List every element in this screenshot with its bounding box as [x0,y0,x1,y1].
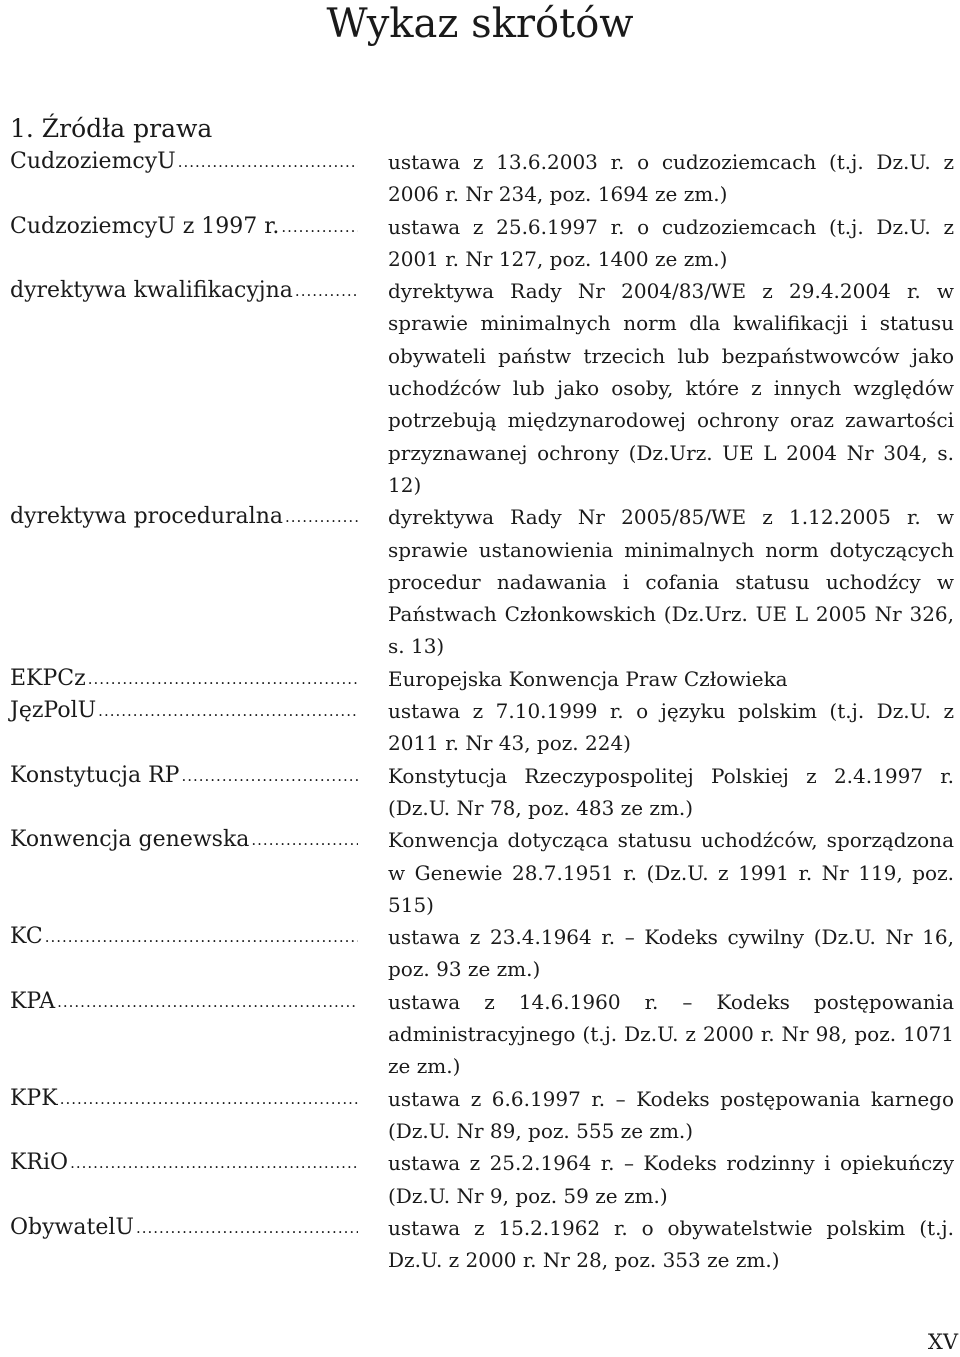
abbreviation-term: KPA [10,988,56,1014]
dot-leader [285,501,358,533]
abbreviation-term: KRiO [10,1150,69,1176]
page-number: XV [927,1330,958,1354]
abbreviation-definition: ustawa z 25.2.1964 r. – Kodeks rodzinny i opiekuńczy (Dz.U. Nr 9, poz. 59 ze zm.) [388,1151,954,1208]
list-item [10,824,960,921]
abbreviation-term: dyrektywa proceduralna [10,504,283,530]
abbreviation-definition: ustawa z 14.6.1960 r. – Kodeks postępowania administracyjnego (t.j. Dz.U. z 2000 r. Nr 98, poz. 1071 ze zm.) [388,989,954,1079]
dot-leader [178,146,358,178]
abbreviation-definition: ustawa z 23.4.1964 r. – Kodeks cywilny (Dz.U. Nr 16, poz. 93 ze zm.) [388,925,954,982]
abbreviation-definition: ustawa z 7.10.1999 r. o języku polskim (t.j. Dz.U. z 2011 r. Nr 43, poz. 224) [388,699,954,756]
abbreviation-term-cell [10,1147,388,1179]
list-item [10,1212,960,1277]
abbreviation-term: KPK [10,1085,58,1111]
page-title: Wykaz skrótów [326,1,634,47]
abbreviation-term: CudzoziemcyU [10,149,176,174]
abbreviation-term: ObywatelU [10,1214,134,1240]
abbreviation-term-cell [10,921,388,953]
dot-leader [70,1147,358,1179]
dot-leader [57,986,358,1018]
abbreviation-term: CudzoziemcyU z 1997 r. [10,213,280,239]
list-item [10,986,960,1083]
list-item [10,695,960,760]
abbreviation-term-cell [10,1212,388,1244]
abbreviation-term-cell [10,760,388,792]
list-item [10,760,960,825]
abbreviation-definition: ustawa z 6.6.1997 r. – Kodeks postępowania karnego (Dz.U. Nr 89, poz. 555 ze zm.) [388,1086,954,1143]
section-heading: 1. Źródła prawa [10,114,213,143]
abbreviation-definition: ustawa z 13.6.2003 r. o cudzoziemcach (t.j. Dz.U. z 2006 r. Nr 234, poz. 1694 ze zm.) [388,150,954,207]
list-item [10,275,960,501]
abbreviation-definition: ustawa z 15.2.1962 r. o obywatelstwie polskim (t.j. Dz.U. z 2000 r. Nr 28, poz. 353 ze zm.) [388,1215,954,1273]
dot-leader [281,211,358,243]
list-item [10,1083,960,1148]
abbreviation-term: JęzPolU [10,698,97,724]
abbreviation-term-cell [10,695,388,727]
abbreviation-definition: dyrektywa Rady Nr 2005/85/WE z 1.12.2005 r. w sprawie ustanowienia minimalnych norm dotyczących procedur nadawania i cofania statusu uchodźcy w Państwach Członkowskich (Dz.Urz. UE L 2005 Nr 326, s. 13) [388,505,954,659]
dot-leader [45,921,358,953]
abbreviation-definition: Konwencja dotycząca statusu uchodźców, sporządzona w Genewie 28.7.1951 r. (Dz.U. z 1991 r. Nr 119, poz. 515) [388,828,954,917]
abbreviation-term-cell [10,146,388,178]
abbreviation-term: Konstytucja RP [10,762,180,788]
abbreviation-list [10,146,960,1276]
abbreviation-definition: dyrektywa Rady Nr 2004/83/WE z 29.4.2004 r. w sprawie minimalnych norm dla kwalifikacji i statusu obywateli państw trzecich lub bezpaństwowców jako uchodźców lub jako osoby, które z innych względów potrzebują międzynarodowej ochrony oraz zawartości przyznawanej ochrony (Dz.Urz. UE L 2004 Nr 304, s. 12) [388,279,954,497]
abbreviation-term-cell [10,986,388,1018]
abbreviation-term-cell [10,663,388,695]
abbreviation-term: Konwencja genewska [10,827,250,853]
dot-leader [88,663,358,695]
dot-leader [181,760,358,792]
abbreviation-term: EKPCz [10,665,86,691]
abbreviation-term-cell [10,501,388,533]
list-item [10,146,960,211]
dot-leader [295,275,358,307]
abbreviation-term-cell [10,1083,388,1115]
abbreviation-term-cell [10,211,388,243]
list-item [10,663,960,695]
abbreviation-definition: ustawa z 25.6.1997 r. o cudzoziemcach (t.j. Dz.U. z 2001 r. Nr 127, poz. 1400 ze zm.) [388,214,954,271]
dot-leader [251,824,358,856]
abbreviation-term: dyrektywa kwalifikacyjna [10,278,293,304]
abbreviation-term-cell [10,275,388,307]
list-item [10,501,960,662]
dot-leader [98,695,358,727]
abbreviation-term: KC [10,924,43,950]
abbreviation-definition: Konstytucja Rzeczypospolitej Polskiej z 2.4.1997 r. (Dz.U. Nr 78, poz. 483 ze zm.) [388,763,954,820]
list-item [10,1147,960,1212]
list-item [10,211,960,276]
dot-leader [60,1083,358,1115]
dot-leader [136,1212,358,1244]
abbreviation-definition: Europejska Konwencja Praw Człowieka [388,666,788,691]
abbreviation-term-cell [10,824,388,856]
list-item [10,921,960,986]
